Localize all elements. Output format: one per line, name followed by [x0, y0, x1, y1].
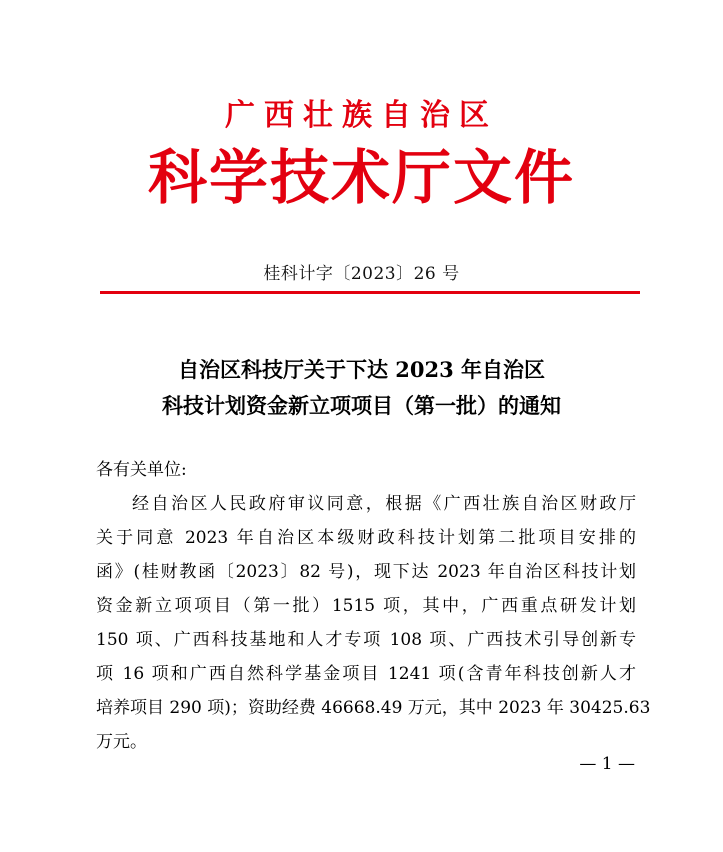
body-line: 培养项目 290 项)；资助经费 46668.49 万元，其中 2023 年 30425.63 [96, 698, 651, 718]
body-line: 万元。 [96, 732, 147, 752]
notice-title-line-1: 自治区科技厅关于下达 2023 年自治区 [177, 357, 546, 382]
issuer-region-heading: 广西壮族自治区 [225, 98, 498, 133]
notice-title [0, 352, 723, 424]
red-separator-line [100, 291, 640, 294]
document-number: 桂科计字〔2023〕26 号 [263, 264, 460, 284]
salutation: 各有关单位: [96, 460, 187, 480]
body-line: 150 项、广西科技基地和人才专项 108 项、广西技术引导创新专 [96, 630, 636, 650]
issuer-department-heading: 科学技术厅文件 [147, 143, 575, 212]
body-paragraph [96, 487, 651, 759]
notice-title-line-2: 科技计划资金新立项项目（第一批）的通知 [162, 393, 561, 418]
body-line: 函》(桂财教函〔2023〕82 号)，现下达 2023 年自治区科技计划 [96, 562, 636, 582]
body-line: 经自治区人民政府审议同意，根据《广西壮族自治区财政厅 [132, 494, 636, 514]
body-line: 关于同意 2023 年自治区本级财政科技计划第二批项目安排的 [96, 528, 636, 548]
page-number: — 1 — [579, 754, 635, 774]
body-line: 资金新立项项目（第一批）1515 项，其中，广西重点研发计划 [96, 596, 636, 616]
body-line: 项 16 项和广西自然科学基金项目 1241 项(含青年科技创新人才 [96, 664, 636, 684]
